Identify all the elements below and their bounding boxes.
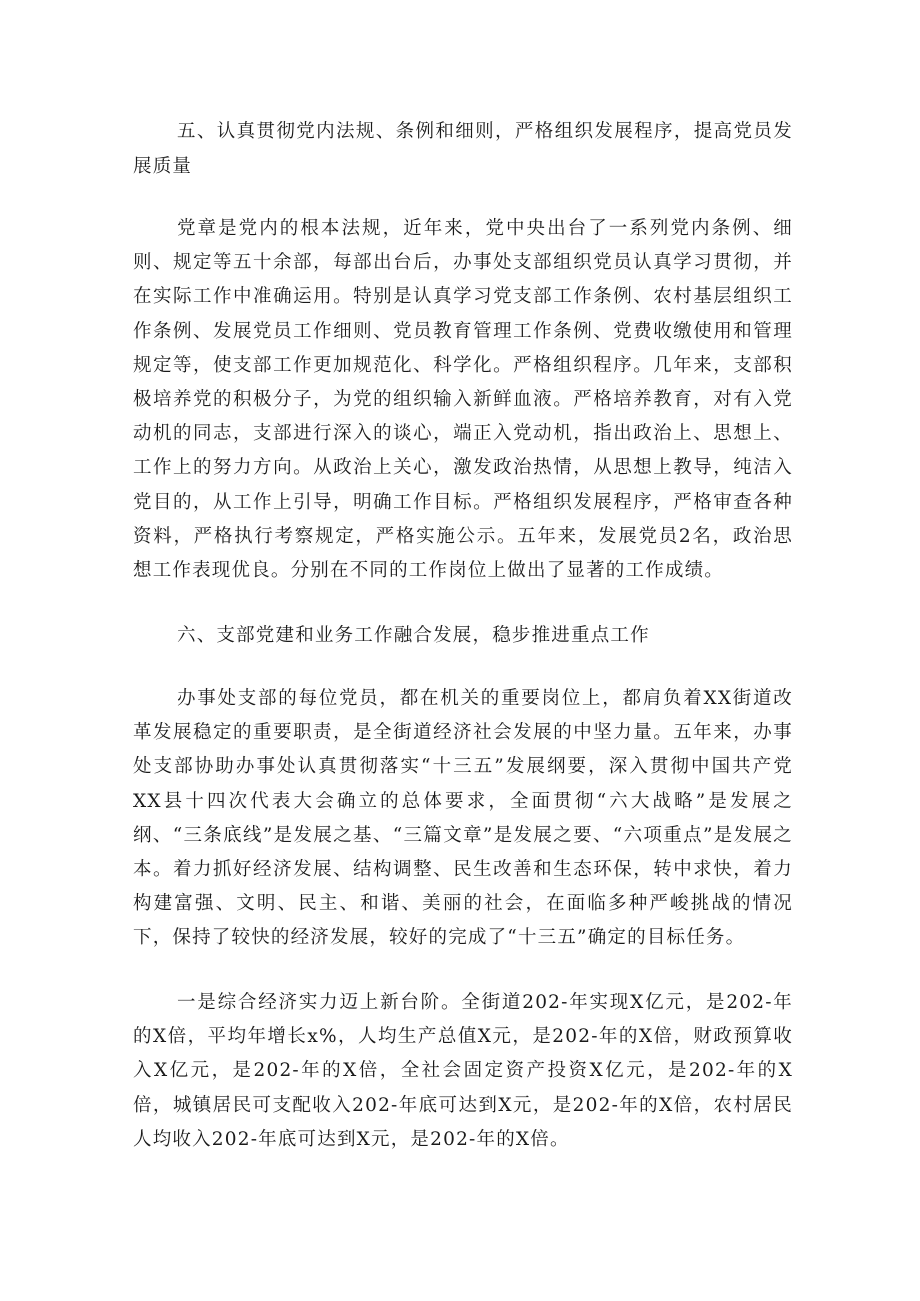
section-5-heading: 五、认真贯彻党内法规、条例和细则，严格组织发展程序，提高党员发展质量 <box>133 121 793 177</box>
section-6-paragraph-1: 办事处支部的每位党员，都在机关的重要岗位上，都肩负着XX街道改革发展稳定的重要职责，是全街道经济社会发展的中坚力量。五年来，办事处支部协助办事处认真贯彻落实“十三五”发展纲要，深入贯彻中国共产党XX县十四次代表大会确立的总体要求，全面贯彻“六大战略”是发展之纲、“三条底线”是发展之基、“三篇文章”是发展之要、“六项重点”是发展之本。着力抓好经济发展、结构调整、民生改善和生态环保，转中求快，着力构建富强、文明、民主、和谐、美丽的社会，在面临多种严峻挑战的情况下，保持了较快的经济发展，较好的完成了“十三五”确定的目标任务。 <box>133 688 793 949</box>
section-6-heading: 六、支部党建和业务工作融合发展，稳步推进重点工作 <box>177 625 650 646</box>
section-6-paragraph-2: 一是综合经济实力迈上新台阶。全街道202-年实现X亿元，是202-年的X倍，平均年增长x%，人均生产总值X元，是202-年的X倍，财政预算收入X亿元，是202-年的X倍，全社会固定资产投资X亿元，是202-年的X倍，城镇居民可支配收入202-年底可达到X元，是202-年的X倍，农村居民人均收入202-年底可达到X元，是202-年的X倍。 <box>133 992 793 1150</box>
section-5-paragraph: 党章是党内的根本法规，近年来，党中央出台了一系列党内条例、细则、规定等五十余部，每部出台后，办事处支部组织党员认真学习贯彻，并在实际工作中准确运用。特别是认真学习党支部工作条例、农村基层组织工作条例、发展党员工作细则、党员教育管理工作条例、党费收缴使用和管理规定等，使支部工作更加规范化、科学化。严格组织程序。几年来，支部积极培养党的积极分子，为党的组织输入新鲜血液。严格培养教育，对有入党动机的同志，支部进行深入的谈心，端正入党动机，指出政治上、思想上、工作上的努力方向。从政治上关心，激发政治热情，从思想上教导，纯洁入党目的，从工作上引导，明确工作目标。严格组织发展程序，严格审查各种资料，严格执行考察规定，严格实施公示。五年来，发展党员2名，政治思想工作表现优良。分别在不同的工作岗位上做出了显著的工作成绩。 <box>133 218 793 582</box>
